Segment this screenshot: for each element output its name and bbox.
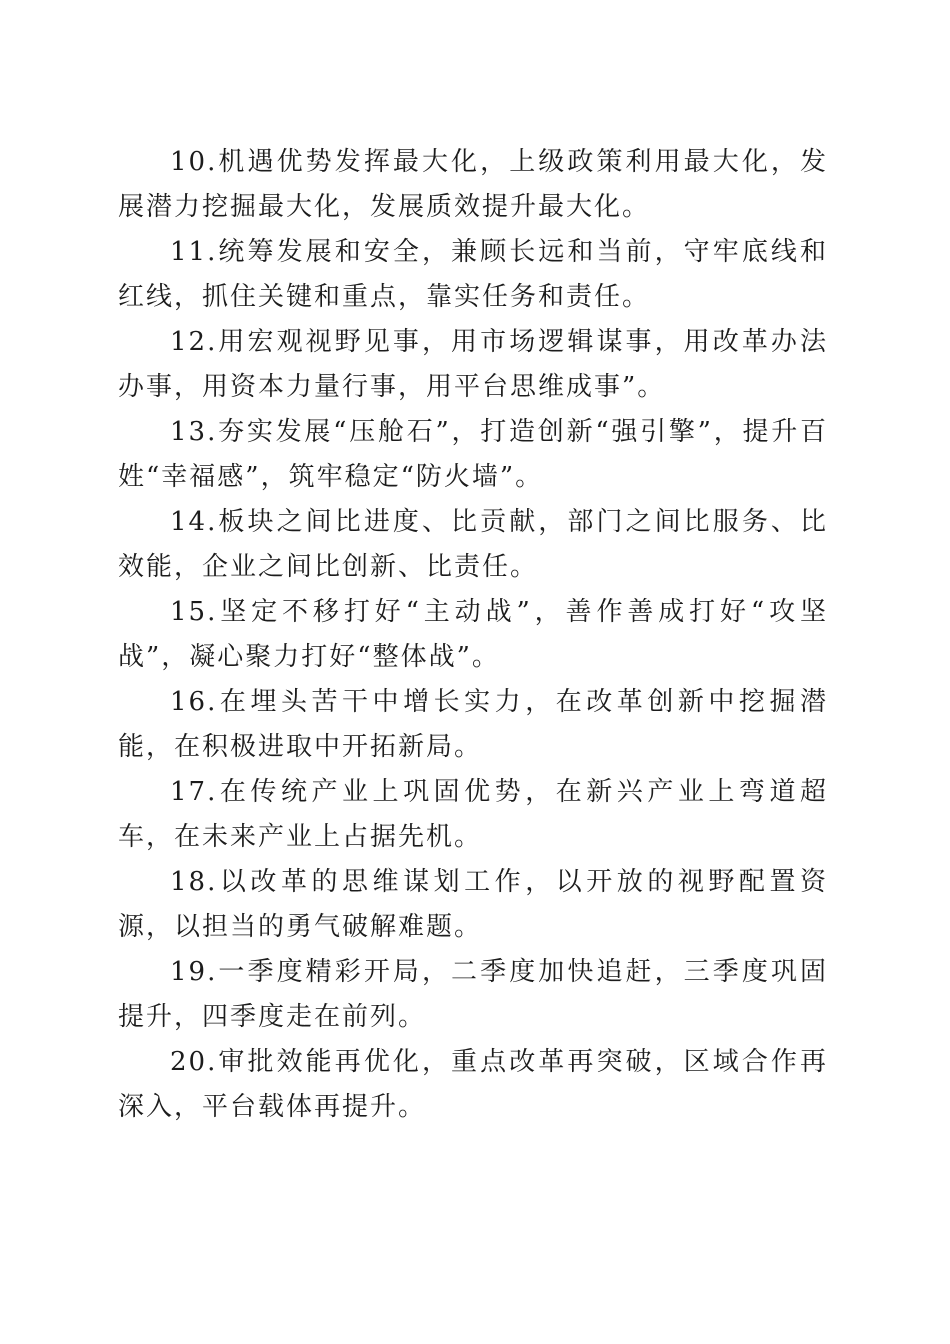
paragraph-16: 16.在埋头苦干中增长实力，在改革创新中挖掘潜能，在积极进取中开拓新局。 [118, 687, 828, 762]
paragraph-14: 14.板块之间比进度、比贡献，部门之间比服务、比效能，企业之间比创新、比责任。 [118, 507, 828, 582]
paragraph-20: 20.审批效能再优化，重点改革再突破，区域合作再深入，平台载体再提升。 [118, 1047, 828, 1122]
paragraph-11: 11.统筹发展和安全，兼顾长远和当前，守牢底线和红线，抓住关键和重点，靠实任务和责任。 [118, 237, 828, 312]
paragraph-18: 18.以改革的思维谋划工作，以开放的视野配置资源，以担当的勇气破解难题。 [118, 867, 828, 942]
document-body [118, 140, 828, 1130]
paragraph-10: 10.机遇优势发挥最大化，上级政策利用最大化，发展潜力挖掘最大化，发展质效提升最大化。 [118, 147, 828, 222]
paragraph-12: 12.用宏观视野见事，用市场逻辑谋事，用改革办法办事，用资本力量行事，用平台思维成事”。 [118, 327, 828, 402]
paragraph-15: 15.坚定不移打好“主动战”，善作善成打好“攻坚战”，凝心聚力打好“整体战”。 [118, 597, 828, 672]
paragraph-17: 17.在传统产业上巩固优势，在新兴产业上弯道超车，在未来产业上占据先机。 [118, 777, 828, 852]
paragraph-19: 19.一季度精彩开局，二季度加快追赶，三季度巩固提升，四季度走在前列。 [118, 957, 828, 1032]
paragraph-13: 13.夯实发展“压舱石”，打造创新“强引擎”，提升百姓“幸福感”，筑牢稳定“防火墙”。 [118, 417, 828, 492]
